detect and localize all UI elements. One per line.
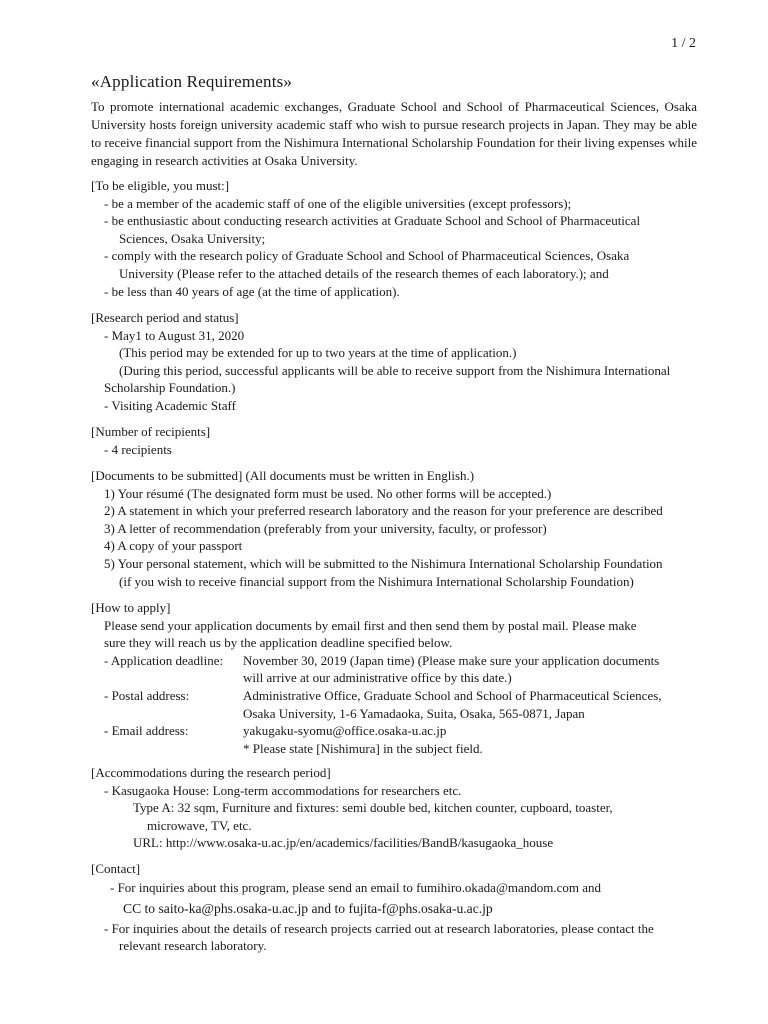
postal-row-cont <box>91 705 701 723</box>
contact-line: relevant research laboratory. <box>119 938 267 954</box>
document-item-cont: (if you wish to receive financial support from the Nishimura International Scholarship Foundation) <box>119 573 634 589</box>
accommodations-url: URL: http://www.osaka-u.ac.jp/en/academics/facilities/BandB/kasugaoka_house <box>133 835 554 851</box>
document-item: 4) A copy of your passport <box>104 538 243 554</box>
eligibility-item-cont: University (Please refer to the attached details of the research themes of each laboratory.); and <box>119 265 609 281</box>
deadline-row-cont <box>91 669 701 687</box>
contact-line: - For inquiries about the details of research projects carried out at research laboratories, please contact the <box>104 920 654 936</box>
research-period-line: (During this period, successful applicants will be able to receive support from the Nishimura International <box>119 362 671 378</box>
email-note-row <box>91 740 701 758</box>
contact-section <box>91 860 701 955</box>
postal-value-cont: Osaka University, 1-6 Yamadaoka, Suita, Osaka, 565-0871, Japan <box>243 705 585 721</box>
eligibility-section <box>91 177 701 300</box>
deadline-value: November 30, 2019 (Japan time) (Please make sure your application documents <box>243 652 660 668</box>
page-title: «Application Requirements» <box>91 72 293 91</box>
email-note: * Please state [Nishimura] in the subject field. <box>243 740 483 756</box>
documents-section <box>91 467 701 590</box>
eligibility-item: - be enthusiastic about conducting research activities at Graduate School and School of Pharmaceutical <box>104 213 641 229</box>
research-period-line: (This period may be extended for up to two years at the time of application.) <box>119 345 517 361</box>
email-label: - Email address: <box>104 723 189 739</box>
page-number: 1 / 2 <box>671 36 696 51</box>
accommodations-line: Type A: 32 sqm, Furniture and fixtures: semi double bed, kitchen counter, cupboard, toaster, <box>133 800 613 816</box>
document-item: 2) A statement in which your preferred research laboratory and the reason for your preference are described <box>104 503 663 519</box>
research-period-line: - May1 to August 31, 2020 <box>104 327 245 343</box>
document-item: 3) A letter of recommendation (preferably from your university, faculty, or professor) <box>104 520 547 536</box>
eligibility-item-cont: Sciences, Osaka University; <box>119 230 266 246</box>
postal-row <box>91 687 701 705</box>
contact-heading: [Contact] <box>91 861 141 876</box>
how-to-apply-heading: [How to apply] <box>91 600 171 615</box>
accommodations-line: - Kasugaoka House: Long-term accommodations for researchers etc. <box>104 782 462 798</box>
eligibility-item: - be less than 40 years of age (at the time of application). <box>104 283 400 299</box>
documents-heading: [Documents to be submitted] (All documents must be written in English.) <box>91 468 475 483</box>
how-to-apply-section <box>91 599 701 757</box>
how-to-apply-line: Please send your application documents by email first and then send them by postal mail. Please make <box>104 617 637 633</box>
document-item: 5) Your personal statement, which will be submitted to the Nishimura International Scholarship Foundation <box>104 555 663 571</box>
accommodations-line: microwave, TV, etc. <box>147 817 252 833</box>
research-period-heading: [Research period and status] <box>91 310 239 325</box>
contact-line: - For inquiries about this program, please send an email to fumihiro.okada@mandom.com and <box>110 879 602 895</box>
recipients-heading: [Number of recipients] <box>91 424 211 439</box>
research-period-section <box>91 309 701 415</box>
eligibility-item: - comply with the research policy of Graduate School and School of Pharmaceutical Sciences, Osaka <box>104 248 630 264</box>
contact-line: CC to saito-ka@phs.osaka-u.ac.jp and to fujita-f@phs.osaka-u.ac.jp <box>123 900 493 916</box>
eligibility-item: - be a member of the academic staff of one of the eligible universities (except professors); <box>104 195 572 211</box>
email-row <box>91 722 701 740</box>
research-period-line: - Visiting Academic Staff <box>104 397 236 413</box>
deadline-label: - Application deadline: <box>104 652 224 668</box>
email-value: yakugaku-syomu@office.osaka-u.ac.jp <box>243 723 447 739</box>
deadline-row <box>91 652 701 670</box>
postal-value: Administrative Office, Graduate School and School of Pharmaceutical Sciences, <box>243 687 662 703</box>
recipients-section <box>91 423 701 458</box>
postal-label: - Postal address: <box>104 687 190 703</box>
intro-paragraph: To promote international academic exchanges, Graduate School and School of Pharmaceutical Sciences, Osaka University hosts foreign university academic staff who wish to pursue research projects in Japan. They may be able to receive financial support from the Nishimura International Scholarship Foundation for their living expenses while engaging in research activities at Osaka University. <box>91 99 697 168</box>
accommodations-heading: [Accommodations during the research period] <box>91 765 331 780</box>
recipients-line: - 4 recipients <box>104 441 172 457</box>
research-period-line: Scholarship Foundation.) <box>104 380 236 396</box>
deadline-value-cont: will arrive at our administrative office by this date.) <box>243 670 512 686</box>
how-to-apply-line: sure they will reach us by the application deadline specified below. <box>104 635 453 651</box>
document-item: 1) Your résumé (The designated form must be used. No other forms will be accepted.) <box>104 485 552 501</box>
accommodations-section <box>91 764 701 852</box>
eligibility-heading: [To be eligible, you must:] <box>91 178 230 193</box>
